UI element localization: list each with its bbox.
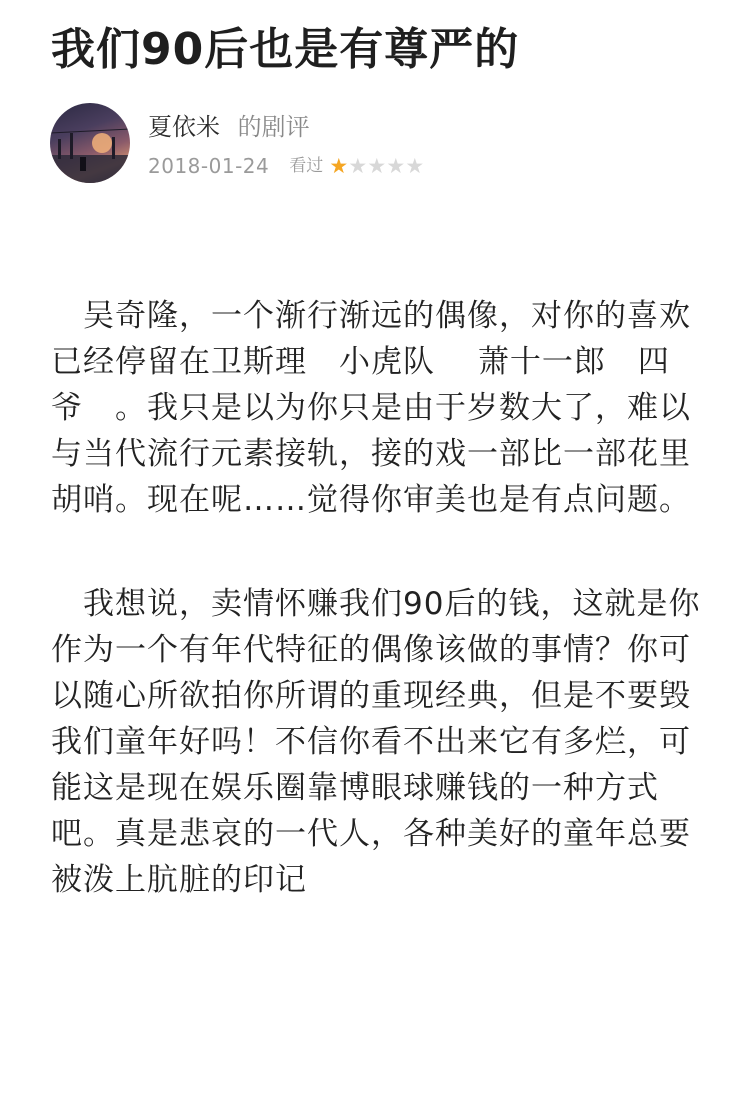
author-name[interactable]: 夏依米 [148, 113, 220, 141]
star-filled-icon: ★ [329, 154, 349, 178]
star-empty-icon: ★ [348, 154, 368, 178]
review-body [51, 293, 711, 903]
review-paragraph: 吴奇隆，一个渐行渐远的偶像，对你的喜欢已经停留在卫斯理 小虎队 萧十一郎 四爷 。我只是以为你只是由于岁数大了，难以与当代流行元素接轨，接的戏一部比一部花里胡哨。现在呢……觉得你审美也是有点问题。 [51, 298, 691, 518]
star-empty-icon: ★ [386, 154, 406, 178]
review-author-line [148, 112, 310, 142]
star-empty-icon: ★ [405, 154, 425, 178]
rating-stars [329, 152, 424, 180]
user-avatar-icon[interactable] [50, 103, 130, 183]
watched-label: 看过 [289, 156, 324, 176]
review-date: 2018-01-24 [148, 154, 270, 178]
review-paragraph: 我想说，卖情怀赚我们90后的钱，这就是你作为一个有年代特征的偶像该做的事情？你可以随心所欲拍你所谓的重现经典，但是不要毁我们童年好吗！不信你看不出来它有多烂，可能这是现在娱乐圈靠博眼球赚钱的一种方式吧。真是悲哀的一代人，各种美好的童年总要被泼上肮脏的印记 [51, 586, 701, 898]
review-info-line [148, 152, 424, 180]
review-type-label: 的剧评 [237, 113, 310, 141]
star-empty-icon: ★ [367, 154, 387, 178]
article-title: 我们90后也是有尊严的 [51, 24, 520, 75]
